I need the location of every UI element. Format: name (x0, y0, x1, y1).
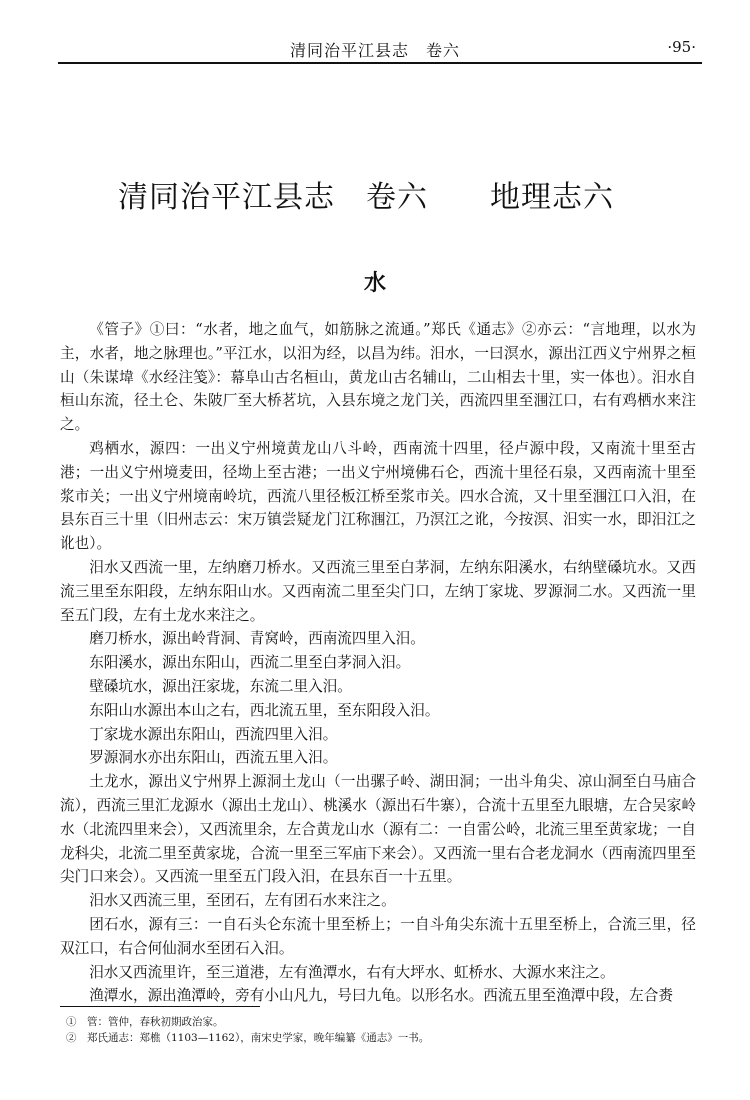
footnote-rule (60, 1006, 260, 1007)
footnotes (66, 1014, 686, 1046)
footnote: ① 管：管仲，春秋初期政治家。 (66, 1016, 224, 1028)
footnote: ② 郑氏通志：郑樵（1103—1162），南宋史学家，晚年编纂《通志》一书。 (66, 1032, 430, 1044)
running-title: 清同治平江县志 卷六 (290, 41, 461, 60)
header-rule (58, 62, 702, 64)
chapter-title: 清同治平江县志 卷六 地理志六 (118, 180, 614, 215)
paragraph: 丁家垅水源出东阳山，西流四里入汨。 (89, 725, 338, 743)
paragraph: 磨刀桥水，源出岭背洞、青窝岭，西南流四里入汨。 (89, 630, 425, 648)
paragraph: 东阳溪水，源出东阳山，西流二里至白茅洞入汨。 (89, 654, 411, 672)
paragraph: 鸡栖水，源四：一出义宁州境黄龙山八斗岭，西南流十四里，径卢源中段，又南流十里至古港；一出义宁州境麦田，径坳上至古港；一出义宁州境佛石仑，西流十里径石泉，又西南流十里至浆市关；一出义宁州境南岭坑，西流八里径板江桥至浆市关。四水合流，又十里至涠江口入汨，在县东百三十里（旧州志云：宋万镇尝疑龙门江称涠江，乃溟江之讹，今按溟、汨实一水，即汨江之讹也）。 (60, 439, 696, 553)
page-number: ·95· (667, 38, 696, 56)
paragraph: 团石水，源有三：一自石头仑东流十里至桥上；一自斗角尖东流十五里至桥上，合流三里，径双江口，右合何仙洞水至团石入汨。 (60, 915, 696, 957)
paragraph: 罗源洞水亦出东阳山，西流五里入汨。 (89, 749, 338, 767)
running-header (58, 34, 702, 64)
paragraph: 渔潭水，源出渔潭岭，旁有小山凡九，号曰九龟。以形名水。西流五里至渔潭中段，左合赉 (89, 987, 673, 1005)
paragraph: 汨水又西流三里，至团石，左有团石水来注之。 (89, 892, 396, 910)
paragraph: 《管子》①曰：“水者，地之血气，如筋脉之流通。”郑氏《通志》②亦云：“言地理，以水为主，水者，地之脉理也。”平江水，以汨为经，以昌为纬。汨水，一曰溟水，源出江西义宁州界之桓山（朱谋㙔《水经注笺》：幕阜山古名桓山，黄龙山古名辅山，二山相去十里，实一体也）。汨水自桓山东流，径土仑、朱陂厂至大桥茗坑，入县东境之龙门关，西流四里至涠江口，右有鸡栖水来注之。 (60, 321, 696, 434)
paragraph: 土龙水，源出义宁州界上源洞土龙山（一出骡子岭、湖田洞；一出斗角尖、凉山洞至白马庙合流），西流三里汇龙源水（源出土龙山）、桃溪水（源出石牛寨），合流十五里至九眼塘，左合吴家岭水（北流四里来会），又西流里余，左合黄龙山水（源有二：一自雷公岭，北流三里至黄家垅；一自龙科尖，北流二里至黄家垅，合流一里至三军庙下来会）。又西流一里右合老龙洞水（西南流四里至尖门口来会）。又西流一里至五门段入汨，在县东百一十五里。 (60, 773, 696, 886)
paragraph: 汨水又西流里许，至三道港，左有渔潭水，右有大坪水、虹桥水、大源水来注之。 (89, 963, 615, 981)
paragraph: 东阳山水源出本山之右，西北流五里，至东阳段入汨。 (89, 701, 440, 719)
section-title: 水 (363, 271, 386, 296)
paragraph: 汨水又西流一里，左纳磨刀桥水。又西流三里至白茅洞，左纳东阳溪水，右纳壁磉坑水。又西流三里至东阳段，左纳东阳山水。又西南流二里至尖门口，左纳丁家垅、罗源洞二水。又西流一里至五门段，左有土龙水来注之。 (60, 558, 696, 624)
paragraph: 壁磉坑水，源出汪家垅，东流二里入汨。 (89, 677, 352, 695)
body-text (60, 318, 696, 1008)
